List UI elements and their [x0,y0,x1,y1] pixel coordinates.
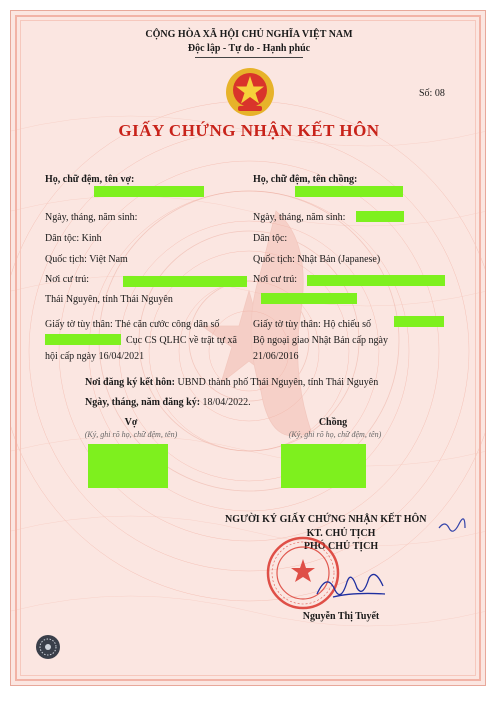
redacted-wife-residence [123,276,247,287]
national-motto: Độc lập - Tự do - Hạnh phúc [187,43,311,54]
redacted-husband-name [295,186,403,197]
registration-date [85,397,251,408]
registration-date-value: 18/04/2022. [202,397,251,408]
marriage-certificate [10,10,486,686]
registration-date-label: Ngày, tháng, năm đăng ký: [85,397,201,408]
motto-underline [195,57,303,58]
wife-residence-line2: Thái Nguyên, tỉnh Thái Nguyên [45,294,173,305]
redacted-husband-passport [394,316,444,327]
redacted-husband-residence-line2 [261,293,357,304]
inner-border [20,20,476,676]
certificate-number: Số: 08 [419,88,445,99]
wife-signature-hint: (Ký, ghi rõ họ, chữ đệm, tên) [84,430,178,439]
redacted-wife-signature [88,444,168,488]
wife-ethnicity: Dân tộc: Kinh [45,233,102,244]
wife-id-line1: Giấy tờ tùy thân: Thẻ căn cước công dân số [45,319,220,330]
wife-residence: Nơi cư trú: [45,274,90,285]
husband-signature-hint: (Ký, ghi rõ họ, chữ đệm, tên) [288,430,382,439]
husband-id-line3: 21/06/2016 [253,351,299,362]
redacted-husband-residence [307,275,445,286]
husband-residence: Nơi cư trú: [253,274,298,285]
husband-id-line2: Bộ ngoại giao Nhật Bản cấp ngày [253,335,388,346]
wife-dob: Ngày, tháng, năm sinh: [45,212,138,223]
country-name: CỘNG HÒA XÃ HỘI CHỦ NGHĨA VIỆT NAM [145,29,353,40]
wife-signature-label: Vợ [124,417,138,428]
husband-dob: Ngày, tháng, năm sinh: [253,212,346,223]
issuer-title: NGƯỜI KÝ GIẤY CHỨNG NHẬN KẾT HÔN [225,514,427,525]
registration-place-value: UBND thành phố Thái Nguyên, tỉnh Thái Nguyên [177,377,379,388]
husband-nationality: Quốc tịch: Nhật Bản (Japanese) [253,254,381,265]
official-signature-icon [313,564,393,604]
kt-chairman: KT. CHỦ TỊCH [306,528,376,539]
security-stamp-icon [34,633,62,661]
redacted-wife-name [94,186,204,197]
wife-id-line3: hội cấp ngày 16/04/2021 [45,351,145,362]
handwritten-mark-icon [437,518,467,534]
husband-ethnicity: Dân tộc: [253,233,288,244]
husband-id-line1: Giấy tờ tùy thân: Hộ chiếu số [253,319,372,330]
husband-heading: Họ, chữ đệm, tên chồng: [253,174,358,185]
redacted-husband-signature [281,444,366,488]
national-emblem-icon [224,66,276,118]
husband-signature-label: Chồng [318,417,348,428]
wife-nationality: Quốc tịch: Việt Nam [45,254,128,265]
wife-heading: Họ, chữ đệm, tên vợ: [45,174,135,185]
registration-place [85,377,378,388]
vice-chairman: PHÓ CHỦ TỊCH [303,541,379,552]
certificate-title: GIẤY CHỨNG NHẬN KẾT HÔN [118,121,380,140]
official-name: Nguyễn Thị Tuyết [302,611,380,622]
redacted-husband-dob [356,211,404,222]
wife-id-line2: Cục CS QLHC về trật tự xã [126,335,237,346]
redacted-wife-id [45,334,121,345]
registration-place-label: Nơi đăng ký kết hôn: [85,377,176,388]
